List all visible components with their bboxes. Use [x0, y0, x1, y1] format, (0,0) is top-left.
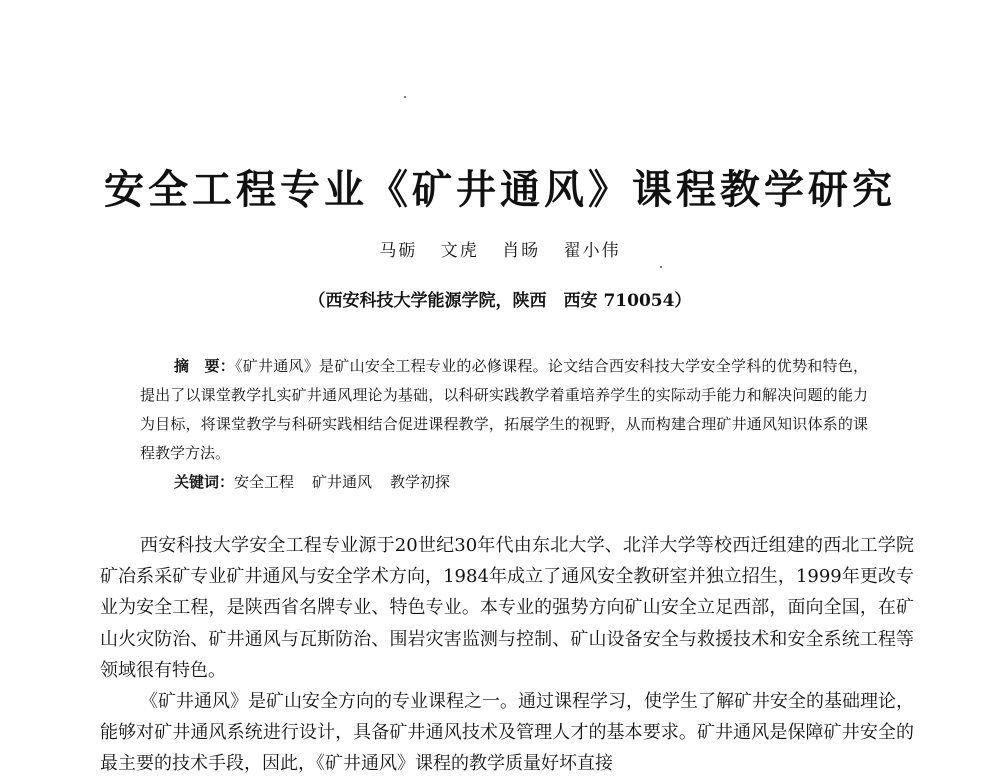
author-name: 翟小伟: [563, 241, 621, 261]
author-name: 文虎: [440, 241, 479, 261]
scan-speck: [660, 266, 662, 268]
keywords: [174, 468, 874, 497]
abstract-label: 摘 要：: [174, 357, 236, 375]
abstract-text: 《矿井通风》是矿山安全工程专业的必修课程。论文结合西安科技大学安全学科的优势和特色，提出了以课堂教学扎实矿井通风理论为基础，以科研实践教学着重培养学生的实际动手能力和解决问题的能力为目标，将课堂教学与科研实践相结合促进课程教学，拓展学生的视野，从而构建合理矿井通风知识体系的课程教学方法。: [140, 357, 868, 462]
author-list: [0, 240, 1000, 262]
author-name: 肖旸: [502, 241, 541, 261]
scan-speck: [404, 96, 406, 98]
abstract: [140, 352, 868, 468]
author-name: 马砺: [379, 241, 418, 261]
body-text: [100, 530, 914, 780]
keywords-label: 关键词：: [174, 473, 235, 491]
body-paragraph: 西安科技大学安全工程专业源于20世纪30年代由东北大学、北洋大学等校西迁组建的西北工学院矿冶系采矿专业矿井通风与安全学术方向，1984年成立了通风安全教研室并独立招生，1999年更改专业为安全工程，是陕西省名牌专业、特色专业。本专业的强势方向矿山安全立足西部，面向全国，在矿山火灾防治、矿井通风与瓦斯防治、围岩灾害监测与控制、矿山设备安全与救援技术和安全系统工程等领域很有特色。: [100, 535, 914, 681]
keyword: 教学初探: [390, 473, 451, 491]
author-affiliation: （西安科技大学能源学院，陕西 西安 710054）: [308, 291, 692, 311]
body-paragraph: 《矿井通风》是矿山安全方向的专业课程之一。通过课程学习，使学生了解矿井安全的基础理论，能够对矿井通风系统进行设计，具备矿井通风技术及管理人才的基本要求。矿井通风是保障矿井安全的最主要的技术手段，因此，《矿井通风》课程的教学质量好坏直接: [100, 691, 914, 775]
keyword: 安全工程: [234, 473, 295, 491]
keyword: 矿井通风: [312, 473, 373, 491]
paper-title: 安全工程专业《矿井通风》课程教学研究: [104, 166, 896, 213]
